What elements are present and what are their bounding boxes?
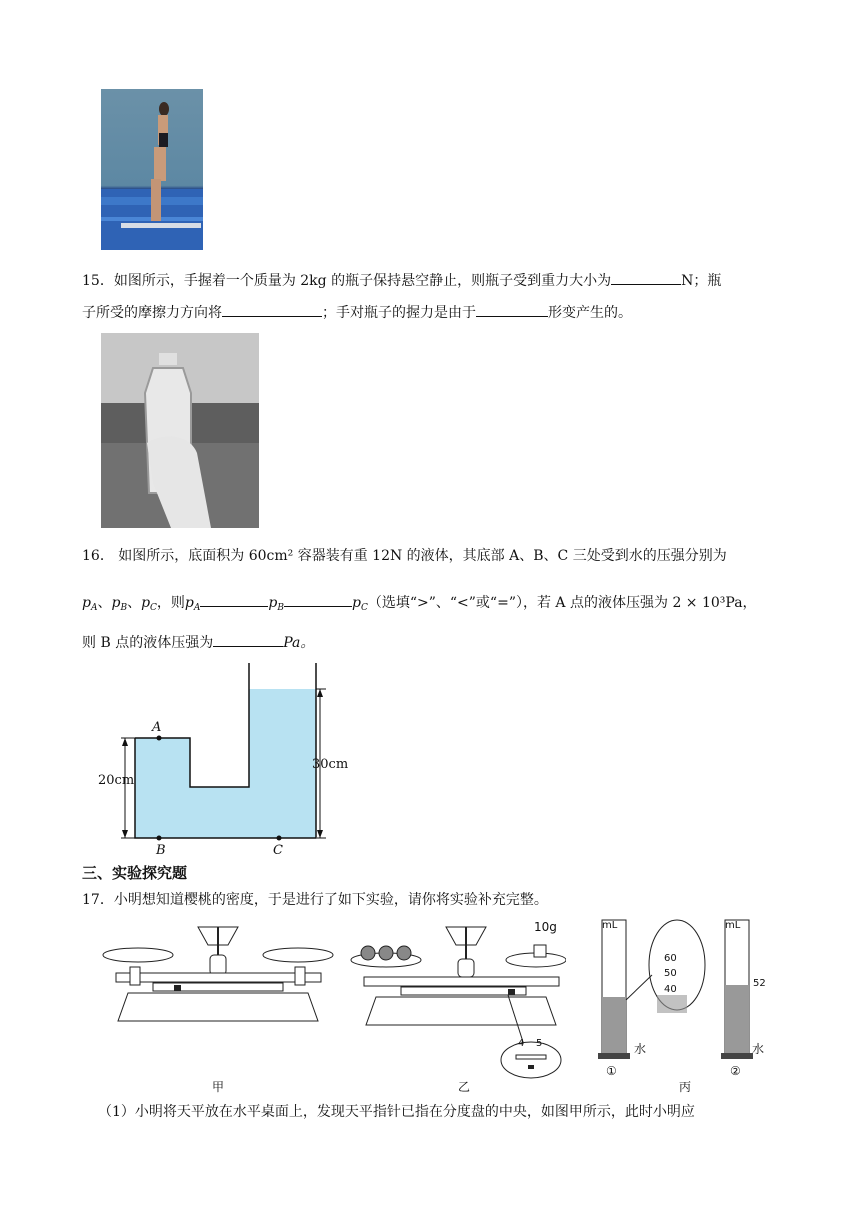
cyl1-tick-40: 40: [664, 984, 677, 995]
blank[interactable]: [213, 632, 283, 647]
weight-label: 10g: [534, 920, 557, 934]
label-a: A: [152, 720, 162, 735]
blank[interactable]: [222, 302, 322, 317]
fig-label-jia: 甲: [212, 1080, 225, 1094]
cyl2-unit: mL: [725, 920, 741, 931]
q16-line1: 16． 如图所示，底面积为 60cm² 容器装有重 12N 的液体，其底部 A、B、C 三处受到水的压强分别为: [82, 548, 727, 564]
q15-line1: 15．如图所示，手握着一个质量为 2kg 的瓶子保持悬空静止，则瓶子受到重力大小为 N；瓶: [82, 270, 721, 291]
zoom-tick-4: 4: [518, 1038, 525, 1049]
section-title: 三、实验探究题: [82, 864, 188, 882]
blank[interactable]: [284, 592, 352, 607]
water-label-1: 水: [634, 1042, 647, 1056]
q17-sub1: （1）小明将天平放在水平桌面上，发现天平指针已指在分度盘的中央，如图甲所示，此时小明应: [98, 1104, 695, 1120]
balance-figure-yi: [346, 915, 566, 1095]
cyl2-mark: 52: [753, 978, 766, 989]
question-number: 15．: [82, 273, 114, 289]
cyl1-tick-50: 50: [664, 968, 677, 979]
dim-30cm: 30cm: [312, 757, 349, 772]
question-number: 16．: [82, 548, 114, 564]
q16-line3: 则 B 点的液体压强为 Pa。: [82, 632, 314, 653]
cyl1-tick-60: 60: [664, 953, 677, 964]
q15-line2: 子所受的摩擦力方向将 ；手对瓶子的握力是由于 形变产生的。: [82, 302, 632, 323]
cylinder-2-figure: [715, 915, 775, 1065]
dim-20cm: 20cm: [98, 773, 135, 788]
cyl-label-2: ②: [730, 1064, 741, 1078]
balance-figure-jia: [98, 915, 338, 1035]
zoom-tick-5: 5: [536, 1038, 543, 1049]
blank[interactable]: [611, 270, 681, 285]
q17-line1: 17．小明想知道樱桃的密度，于是进行了如下实验，请你将实验补充完整。: [82, 892, 548, 908]
cylinder-1-figure: [592, 915, 712, 1065]
cyl-label-1: ①: [606, 1064, 617, 1078]
label-b: B: [156, 843, 166, 858]
label-c: C: [273, 843, 283, 858]
bottle-photo: [101, 333, 259, 528]
blank[interactable]: [200, 592, 268, 607]
diver-photo: [101, 89, 203, 250]
q16-line2: $p_A$、$p_B$、$p_C$，则$p_A$ $p_B$ $p_C$（选填“>”、“<”或“=”），若 A 点的液体压强为 2 × 10³Pa，: [82, 592, 757, 618]
blank[interactable]: [476, 302, 548, 317]
water-label-2: 水: [752, 1042, 765, 1056]
cyl1-unit: mL: [602, 920, 618, 931]
fig-label-bing: 丙: [679, 1080, 692, 1094]
question-number: 17．: [82, 892, 114, 908]
fig-label-yi: 乙: [458, 1080, 471, 1094]
